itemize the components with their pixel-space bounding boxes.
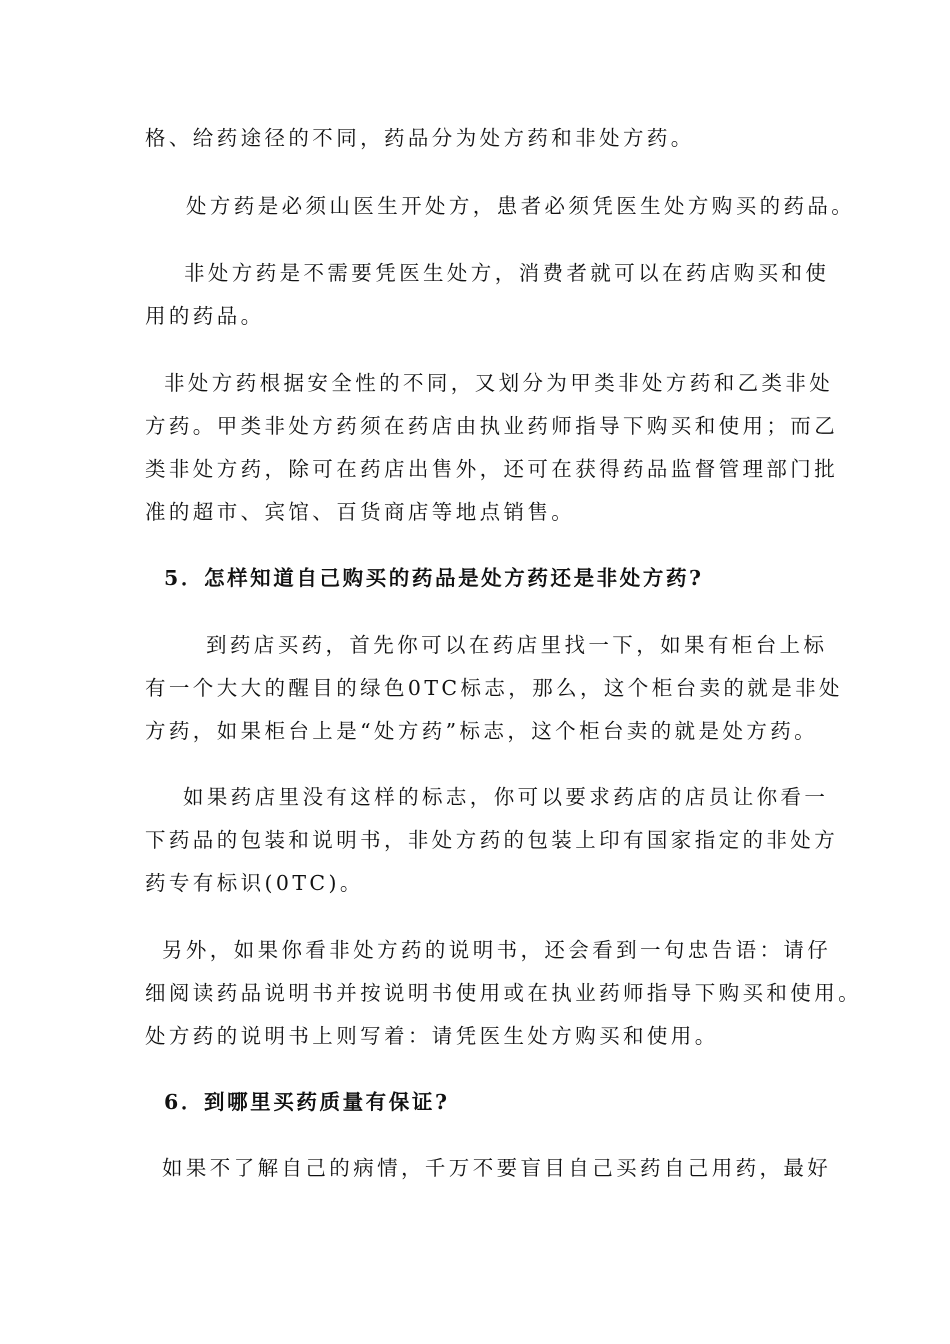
text-line: 药专有标识(0TC)。 — [145, 871, 364, 895]
text-line: 类非处方药，除可在药店出售外，还可在获得药品监督管理部门批 — [145, 457, 839, 481]
text-line: 细阅读药品说明书并按说明书使用或在执业药师指导下购买和使用。 — [145, 981, 862, 1005]
section-heading: 5．怎样知道自己购买的药品是处方药还是非处方药? — [164, 566, 704, 590]
text-line: 处方药的说明书上则写着：请凭医生处方购买和使用。 — [145, 1024, 719, 1048]
text-line: 如果药店里没有这样的标志，你可以要求药店的店员让你看一 — [183, 785, 829, 809]
text-line: 准的超市、宾馆、百货商店等地点销售。 — [145, 500, 576, 524]
text-line: 非处方药根据安全性的不同，又划分为甲类非处方药和乙类非处 — [164, 371, 834, 395]
text-line: 下药品的包装和说明书，非处方药的包装上印有国家指定的非处方 — [145, 828, 839, 852]
text-line: 到药店买药，首先你可以在药店里找一下，如果有柜台上标 — [206, 633, 828, 657]
text-line: 有一个大大的醒目的绿色0TC标志，那么，这个柜台卖的就是非处 — [145, 676, 843, 700]
text-line: 如果不了解自己的病情，千万不要盲目自己买药自己用药，最好 — [162, 1156, 832, 1180]
text-line: 处方药是必须山医生开处方，患者必须凭医生处方购买的药品。 — [186, 194, 856, 218]
text-line: 用的药品。 — [145, 304, 265, 328]
text-line: 方药。甲类非处方药须在药店由执业药师指导下购买和使用；而乙 — [145, 414, 839, 438]
section-heading: 6．到哪里买药质量有保证? — [164, 1090, 450, 1114]
text-line: 非处方药是不需要凭医生处方，消费者就可以在药店购买和使 — [184, 261, 830, 285]
text-line: 方药，如果柜台上是“处方药”标志，这个柜台卖的就是处方药。 — [145, 719, 819, 743]
text-line: 另外，如果你看非处方药的说明书，还会看到一句忠告语：请仔 — [162, 938, 832, 962]
text-line: 格、给药途径的不同，药品分为处方药和非处方药。 — [145, 126, 695, 150]
